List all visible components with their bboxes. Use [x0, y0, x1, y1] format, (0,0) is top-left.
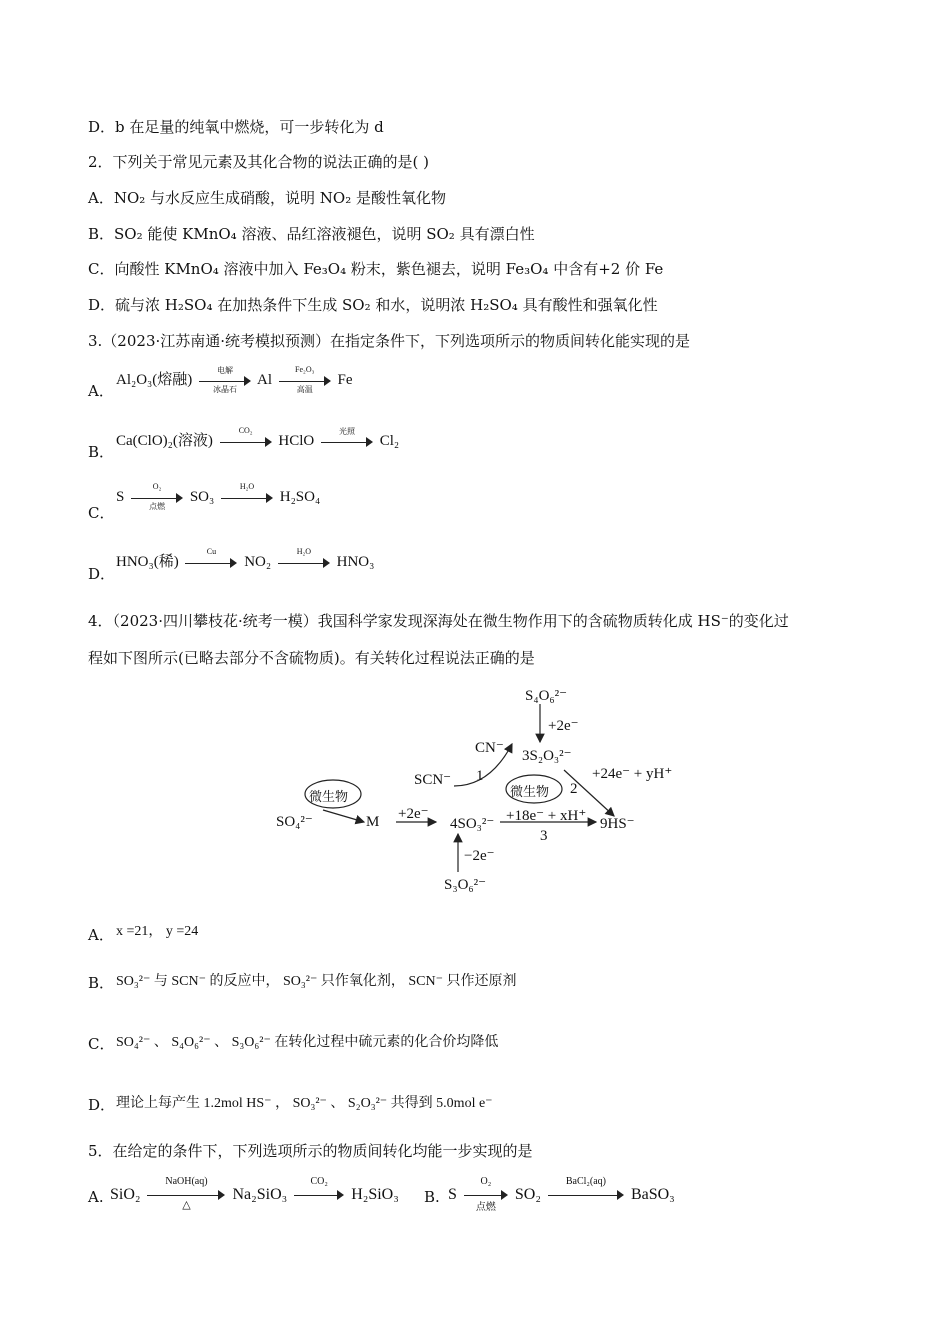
q4-option-a-label: A．	[88, 926, 114, 944]
species: S	[116, 489, 125, 505]
so4-label: SO₄²⁻	[276, 814, 313, 830]
plus-2e-top: +2e⁻	[548, 718, 579, 734]
q5-option-b-formula	[448, 1176, 675, 1214]
species: HClO	[278, 433, 315, 449]
scn-label: SCN⁻	[414, 772, 452, 788]
species: Al	[256, 372, 272, 388]
species: Fe	[337, 372, 353, 388]
step-1: 1	[476, 768, 484, 784]
reaction-arrow: H₂O	[278, 556, 330, 570]
so3-label: 4SO₃²⁻	[450, 816, 495, 832]
q4-option-b-label: B．	[88, 974, 115, 992]
q3-option-c-label: C．	[88, 504, 115, 522]
reaction-arrow: 电解 冰晶石	[199, 374, 251, 388]
species: S	[448, 1186, 457, 1203]
q3-stem: 3.（2023·江苏南通·统考模拟预测）在指定条件下，下列选项所示的物质间转化能实现的是	[88, 332, 691, 350]
mid-arrow-label: +18e⁻ + xH⁺	[506, 808, 587, 824]
q3-option-a-formula	[116, 364, 353, 394]
q2-option-d: D．硫与浓 H₂SO₄ 在加热条件下生成 SO₂ 和水，说明浓 H₂SO₄ 具有酸性和强氧化性	[88, 296, 658, 314]
s2o3-label: 3S₂O₃²⁻	[522, 748, 572, 764]
q4-option-d-label: D．	[88, 1096, 116, 1114]
q4-option-b-text: SO₃²⁻ 与 SCN⁻ 的反应中， SO₃²⁻ 只作氧化剂， SCN⁻ 只作还原剂	[116, 974, 517, 989]
q2-option-a: A．NO₂ 与水反应生成硝酸，说明 NO₂ 是酸性氧化物	[88, 189, 447, 207]
microbe-label-1: 微生物	[309, 789, 349, 804]
species: NO₂	[244, 554, 272, 570]
q4-option-c-label: C．	[88, 1035, 115, 1053]
q2-option-c: C．向酸性 KMnO₄ 溶液中加入 Fe₃O₄ 粉末，紫色褪去，说明 Fe₃O₄ 中含有+2 价 Fe	[88, 260, 664, 278]
q5-option-a-formula	[110, 1176, 399, 1212]
reaction-arrow: Cu	[185, 556, 237, 570]
q3-option-b-label: B．	[88, 443, 115, 461]
reaction-arrow: O₂ 点燃	[464, 1188, 508, 1202]
sulfur-conversion-diagram	[268, 682, 708, 896]
q1-option-d: D．b 在足量的纯氧中燃烧，可一步转化为 d	[88, 118, 384, 136]
q3-option-d-formula	[116, 546, 375, 571]
m-label: M	[366, 814, 380, 830]
q2-option-b: B．SO₂ 能使 KMnO₄ 溶液、品红溶液褪色，说明 SO₂ 具有漂白性	[88, 225, 535, 243]
q2-stem: 2．下列关于常见元素及其化合物的说法正确的是( )	[88, 153, 430, 171]
step-2: 2	[570, 781, 578, 797]
reaction-arrow: CO₂	[220, 435, 272, 449]
q4-stem-line1: 4．（2023·四川攀枝花·统考一模）我国科学家发现深海处在微生物作用下的含硫物质转化成 HS⁻的变化过	[88, 612, 789, 630]
q4-option-a-text: x =21， y =24	[116, 924, 199, 939]
q3-option-b-formula	[116, 425, 400, 450]
species: HNO₃	[336, 554, 375, 570]
microbe-label-2: 微生物	[510, 784, 550, 799]
step-3: 3	[540, 828, 548, 844]
q4-stem-line2: 程如下图所示(已略去部分不含硫物质)。有关转化过程说法正确的是	[88, 649, 535, 667]
q4-option-c-text: SO₄²⁻ 、 S₄O₆²⁻ 、 S₃O₆²⁻ 在转化过程中硫元素的化合价均降低	[116, 1035, 499, 1050]
q5-option-b-label: B.	[424, 1188, 440, 1206]
species: H₂SiO₃	[351, 1186, 399, 1203]
q3-option-c-formula	[116, 481, 321, 511]
q5-stem: 5．在给定的条件下，下列选项所示的物质间转化均能一步实现的是	[88, 1142, 533, 1160]
q4-option-d-text: 理论上每产生 1.2mol HS⁻ ， SO₃²⁻ 、 S₂O₃²⁻ 共得到 5.0mol e⁻	[116, 1096, 493, 1111]
minus-2e: −2e⁻	[464, 848, 495, 864]
species: Ca(ClO)₂(溶液)	[116, 433, 213, 449]
species: SO₃	[189, 489, 215, 505]
reaction-arrow: O₂ 点燃	[131, 491, 183, 505]
species: BaSO₃	[630, 1186, 675, 1203]
species: Na₂SiO₃	[232, 1186, 288, 1203]
reaction-arrow: 光照	[321, 435, 373, 449]
q3-option-a-label: A．	[88, 382, 114, 400]
species: HNO₃(稀)	[116, 554, 179, 570]
species: SO₂	[514, 1186, 541, 1203]
plus-2e-mid: +2e⁻	[398, 806, 429, 822]
reaction-arrow: CO₂	[294, 1188, 344, 1202]
reaction-arrow: BaCl₂(aq)	[548, 1188, 624, 1202]
hs-label: 9HS⁻	[600, 816, 635, 832]
s3o6-label: S₃O₆²⁻	[444, 877, 487, 893]
reaction-arrow: H₂O	[221, 491, 273, 505]
reaction-arrow: Fe₂O₃ 高温	[279, 374, 331, 388]
species: SiO₂	[110, 1186, 141, 1203]
q5-option-a-label: A.	[88, 1188, 104, 1206]
species: Al₂O₃(熔融)	[116, 372, 193, 388]
reaction-arrow: NaOH(aq) △	[147, 1188, 225, 1202]
species: H₂SO₄	[279, 489, 321, 505]
q3-option-d-label: D．	[88, 565, 116, 583]
species: Cl₂	[379, 433, 400, 449]
cn-label: CN⁻	[475, 740, 504, 756]
right-top-label: +24e⁻ + yH⁺	[592, 766, 673, 782]
arrow-so4-to-m	[323, 810, 364, 822]
s4o6-label: S₄O₆²⁻	[525, 688, 568, 704]
